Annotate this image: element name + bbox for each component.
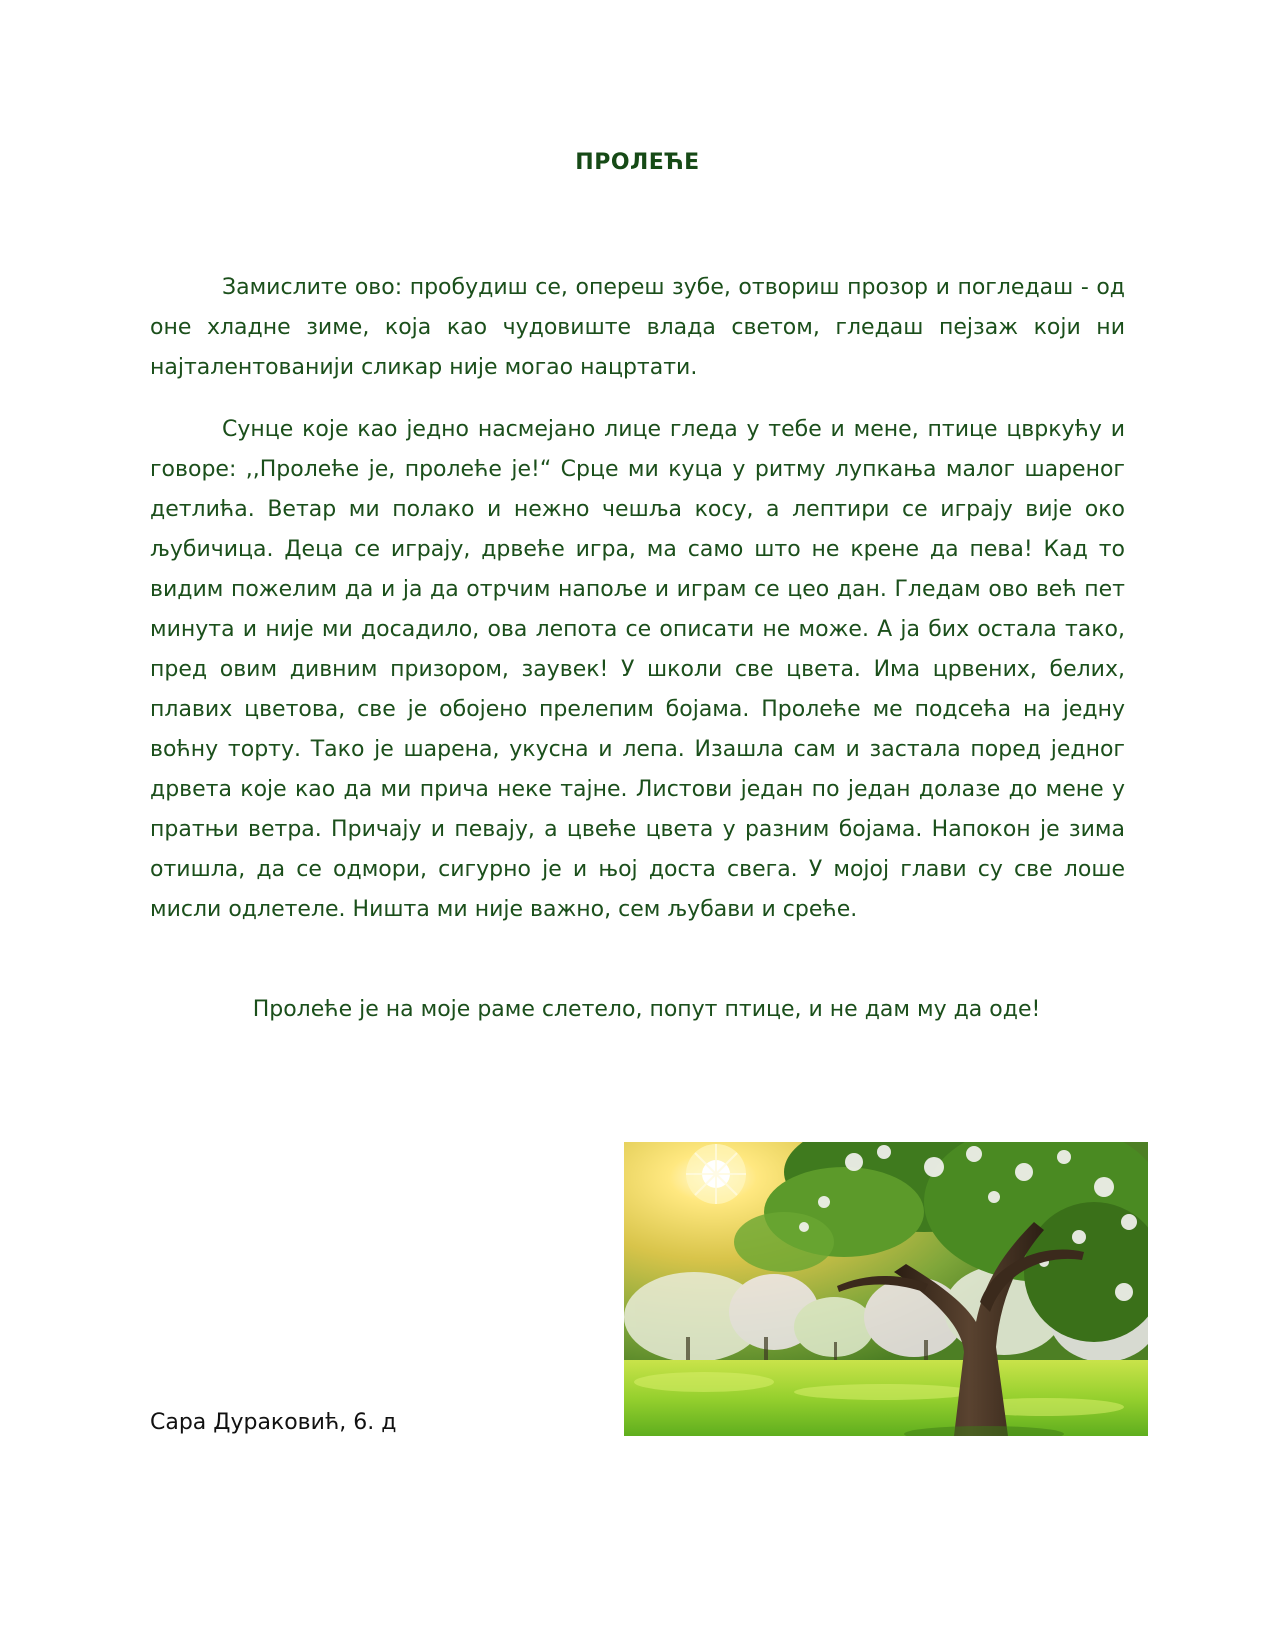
paragraph-body: Сунце које као једно насмејано лице гледа у тебе и мене, птице цвркућу и говоре: ,,Пролеће је, пролеће је!“ Срце ми куца у ритму лупкања малог шареног детлића. Ветар ми полако и нежно чешља косу, а лептири се играју вије око љубичица. Деца се играју, дрвеће игра, ма само што не крене да пева! Кад то видим пожелим да и ја да отрчим напоље и играм се цео дан. Гледам ово већ пет минута и није ми досадило, ова лепота се описати не може. А ја бих остала тако, пред овим дивним призором, заувек! У школи све цвета. Има црвених, белих, плавих цветова, све је обојено прелепим бојама. Пролеће ме подсећа на једну воћну торту. Тако је шарена, укусна и лепа. Изашла сам и застала поред једног дрвета које као да ми прича неке тајне. Листови један по један долазе до мене у пратњи ветра. Причају и певају, а цвеће цвета у разним бојама. Напокон је зима отишла, да се одмори, сигурно је и њој доста свега. У мојој глави су све лоше мисли одлетеле. Ништа ми није важно, сем љубави и среће. [150,417,1125,922]
paragraph-intro: Замислите ово: пробудиш се, опереш зубе, отвориш прозор и погледаш - од оне хладне зиме, која као чудовиште влада светом, гледаш пејзаж који ни најталентованији сликар није могао нацртати. [150,275,1125,380]
document-title: ПРОЛЕЋЕ [575,150,700,175]
spring-tree-photo [624,1142,1148,1436]
author-signature: Сара Дураковић, 6. д [150,1410,397,1435]
tree-illustration [624,1142,1148,1436]
paragraph-closing: Пролеће је на моје раме слетело, попут птице, и не дам му да оде! [252,997,1041,1022]
